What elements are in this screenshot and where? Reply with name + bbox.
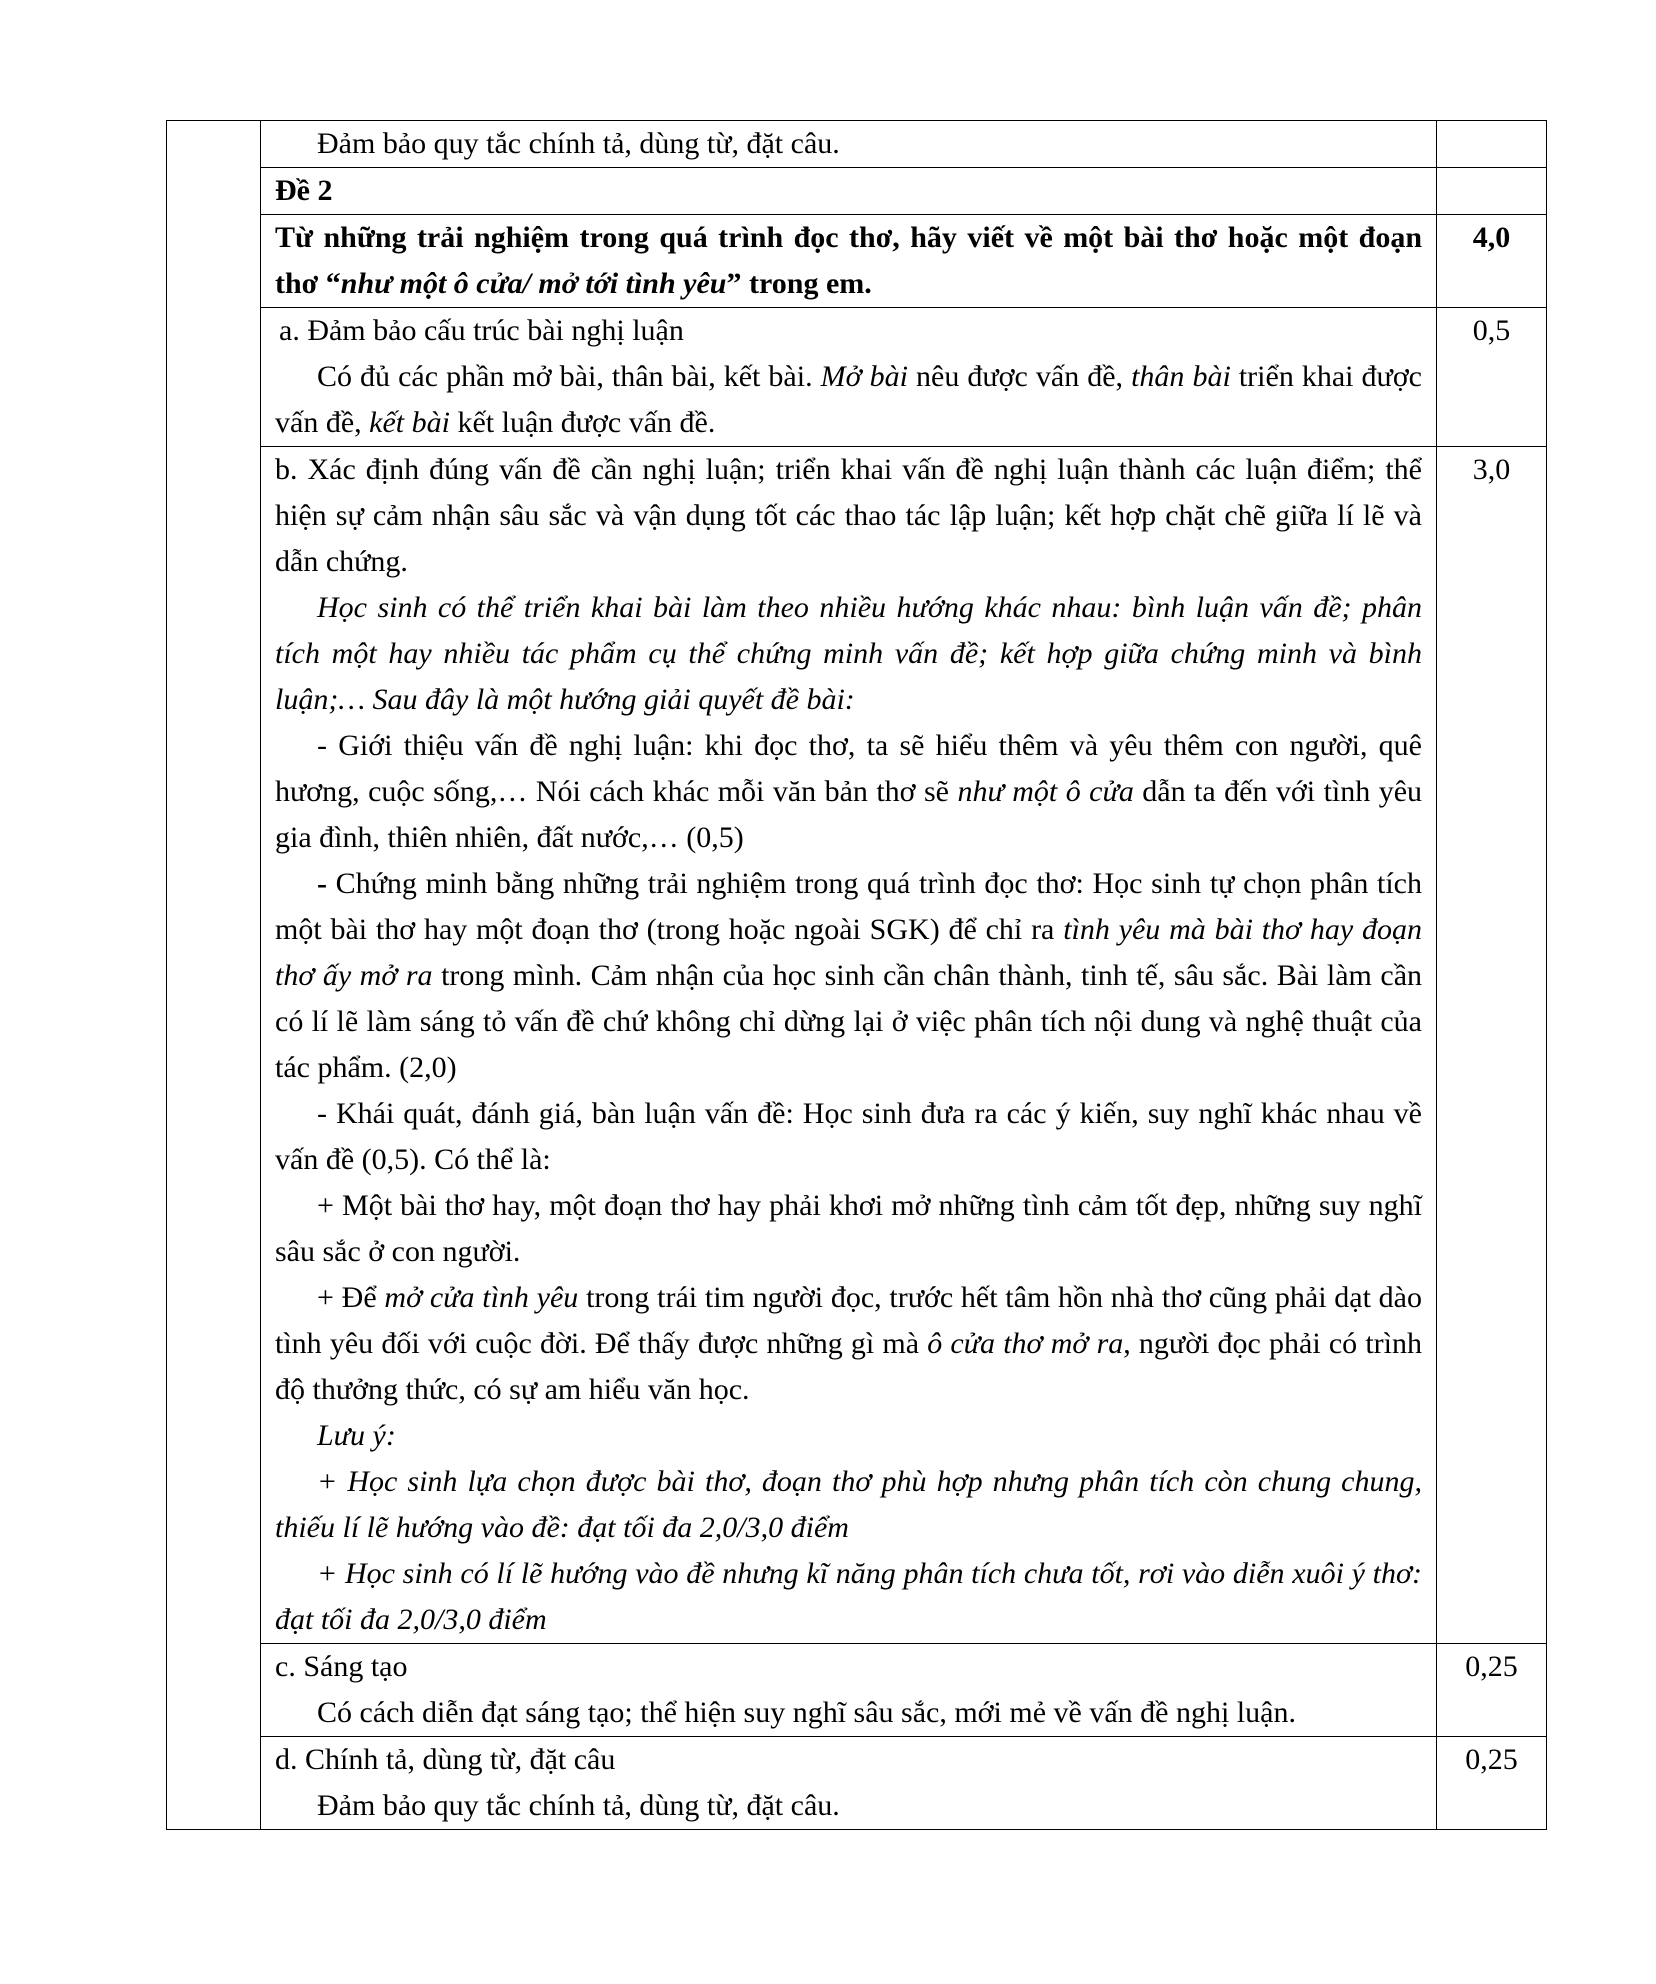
content-cell [261, 215, 1437, 308]
table-row [167, 447, 1547, 1644]
score-cell [1437, 121, 1547, 168]
table-row [167, 215, 1547, 308]
grading-table [166, 120, 1547, 1830]
table-row [167, 308, 1547, 447]
point-evaluate: - Khái quát, đánh giá, bàn luận vấn đề: Học sinh đưa ra các ý kiến, suy nghĩ khác nhau về vấn đề (0,5). Có thể là: [275, 1097, 1422, 1176]
content-cell [261, 121, 1437, 168]
score-cell [1437, 215, 1547, 308]
score-cell [1437, 308, 1547, 447]
content-cell [261, 308, 1437, 447]
score-cell [1437, 1644, 1547, 1737]
total-score: 4,0 [1472, 221, 1511, 254]
score-cell [1437, 168, 1547, 215]
table-row [167, 1644, 1547, 1737]
criterion-score: 0,25 [1465, 1650, 1518, 1683]
criterion-text: Có đủ các phần mở bài, thân bài, kết bài. Mở bài nêu được vấn đề, thân bài triển khai được vấn đề, kết bài kết luận được vấn đề. [275, 360, 1422, 439]
criterion-score: 0,25 [1465, 1743, 1518, 1776]
point-sub-1: + Một bài thơ hay, một đoạn thơ hay phải khơi mở những tình cảm tốt đẹp, những suy nghĩ sâu sắc ở con người. [275, 1189, 1422, 1268]
score-cell [1437, 1737, 1547, 1830]
score-cell [1437, 447, 1547, 1644]
note-item-1: + Học sinh lựa chọn được bài thơ, đoạn thơ phù hợp nhưng phân tích còn chung chung, thiếu lí lẽ hướng vào đề: đạt tối đa 2,0/3,0 điểm [275, 1465, 1422, 1544]
essay-prompt: Từ những trải nghiệm trong quá trình đọc thơ, hãy viết về một bài thơ hoặc một đoạn thơ “như một ô cửa/ mở tới tình yêu” trong em. [275, 221, 1422, 300]
content-cell [261, 168, 1437, 215]
note-item-2: + Học sinh có lí lẽ hướng vào đề nhưng kĩ năng phân tích chưa tốt, rơi vào diễn xuôi ý thơ: đạt tối đa 2,0/3,0 điểm [275, 1557, 1422, 1636]
criterion-heading: c. Sáng tạo [275, 1650, 408, 1683]
content-cell [261, 1737, 1437, 1830]
prompt-quote: như một ô cửa/ mở tới tình yêu [340, 267, 727, 300]
table-row [167, 168, 1547, 215]
criterion-text: Có cách diễn đạt sáng tạo; thể hiện suy nghĩ sâu sắc, mới mẻ về vấn đề nghị luận. [317, 1696, 1296, 1729]
criterion-heading: a. Đảm bảo cấu trúc bài nghị luận [279, 314, 684, 347]
note-label: Lưu ý: [317, 1419, 396, 1452]
criterion-score: 0,5 [1472, 314, 1511, 347]
content-cell [261, 1644, 1437, 1737]
guide-text: Học sinh có thể triển khai bài làm theo nhiều hướng khác nhau: bình luận vấn đề; phân tích một hay nhiều tác phẩm cụ thể chứng minh vấn đề; kết hợp giữa chứng minh và bình luận;… Sau đây là một hướng giải quyết đề bài: [275, 591, 1422, 716]
criterion-heading: d. Chính tả, dùng từ, đặt câu [275, 1743, 616, 1776]
left-margin-cell [167, 121, 261, 1830]
table-row [167, 121, 1547, 168]
table-row [167, 1737, 1547, 1830]
content-cell [261, 447, 1437, 1644]
criterion-text: Đảm bảo quy tắc chính tả, dùng từ, đặt câu. [317, 127, 840, 160]
section-title: Đề 2 [275, 174, 333, 207]
point-intro: - Giới thiệu vấn đề nghị luận: khi đọc thơ, ta sẽ hiểu thêm và yêu thêm con người, quê hương, cuộc sống,… Nói cách khác mỗi văn bản thơ sẽ như một ô cửa dẫn ta đến với tình yêu gia đình, thiên nhiên, đất nước,… (0,5) [275, 729, 1423, 854]
criterion-text: Đảm bảo quy tắc chính tả, dùng từ, đặt câu. [317, 1789, 840, 1822]
criterion-score: 3,0 [1472, 453, 1511, 486]
point-proof: - Chứng minh bằng những trải nghiệm trong quá trình đọc thơ: Học sinh tự chọn phân tích một bài thơ hay một đoạn thơ (trong hoặc ngoài SGK) để chỉ ra tình yêu mà bài thơ hay đoạn thơ ấy mở ra trong mình. Cảm nhận của học sinh cần chân thành, tinh tế, sâu sắc. Bài làm cần có lí lẽ làm sáng tỏ vấn đề chứ không chỉ dừng lại ở việc phân tích nội dung và nghệ thuật của tác phẩm. (2,0) [275, 867, 1423, 1084]
point-sub-2: + Để mở cửa tình yêu trong trái tim người đọc, trước hết tâm hồn nhà thơ cũng phải dạt dào tình yêu đối với cuộc đời. Để thấy được những gì mà ô cửa thơ mở ra, người đọc phải có trình độ thưởng thức, có sự am hiểu văn học. [275, 1281, 1423, 1406]
criterion-heading: b. Xác định đúng vấn đề cần nghị luận; triển khai vấn đề nghị luận thành các luận điểm; thể hiện sự cảm nhận sâu sắc và vận dụng tốt các thao tác lập luận; kết hợp chặt chẽ giữa lí lẽ và dẫn chứng. [275, 453, 1422, 578]
